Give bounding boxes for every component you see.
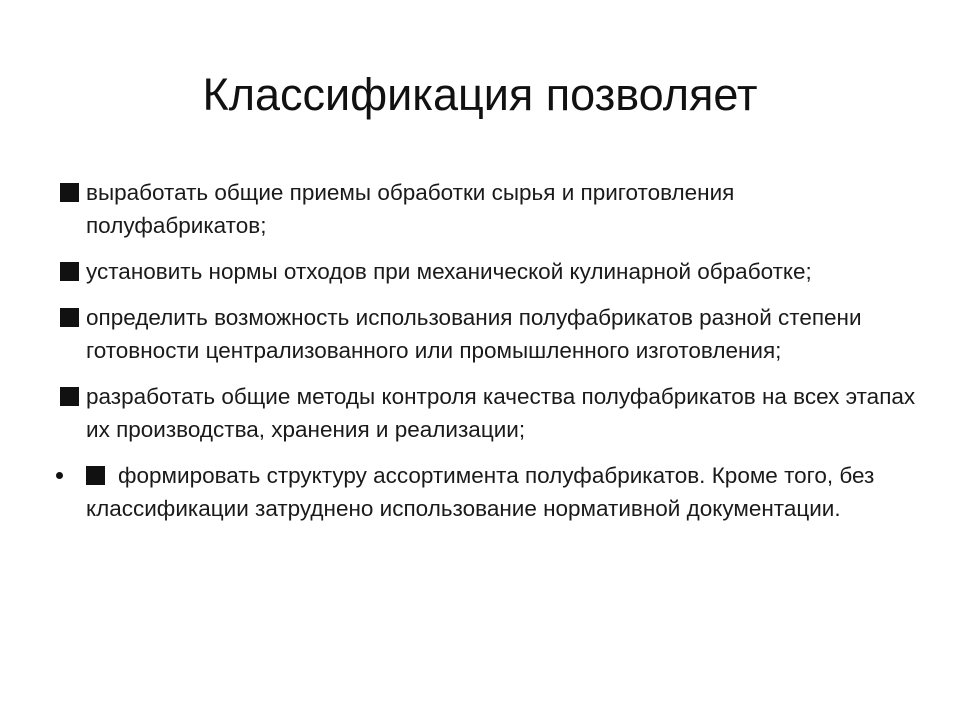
list-item-text-rest: Кроме того, без классификации затруднено использование нормативной документации. <box>86 463 875 521</box>
list-item <box>60 301 920 367</box>
square-bullet-icon <box>60 183 79 202</box>
bullet-list <box>60 176 920 538</box>
list-item-text <box>60 459 920 525</box>
list-item <box>60 255 920 288</box>
list-item-text-first: формировать структуру ассортимента полуфабрикатов. <box>118 463 706 488</box>
list-item-text: установить нормы отходов при механической кулинарной обработке; <box>86 259 812 284</box>
list-item-text: выработать общие приемы обработки сырья и приготовления полуфабрикатов; <box>86 180 735 238</box>
list-item <box>60 380 920 446</box>
list-item-text: разработать общие методы контроля качества полуфабрикатов на всех этапах их производства, хранения и реализации; <box>86 384 916 442</box>
square-bullet-icon <box>60 308 79 327</box>
dot-bullet-icon <box>56 472 63 479</box>
list-item <box>60 459 920 525</box>
square-bullet-icon <box>86 466 105 485</box>
square-bullet-icon <box>60 262 79 281</box>
square-bullet-icon <box>60 387 79 406</box>
slide-title: Классификация позволяет <box>202 69 758 120</box>
list-item-text: определить возможность использования полуфабрикатов разной степени готовности централизованного или промышленного изготовления; <box>86 305 862 363</box>
list-item <box>60 176 920 242</box>
